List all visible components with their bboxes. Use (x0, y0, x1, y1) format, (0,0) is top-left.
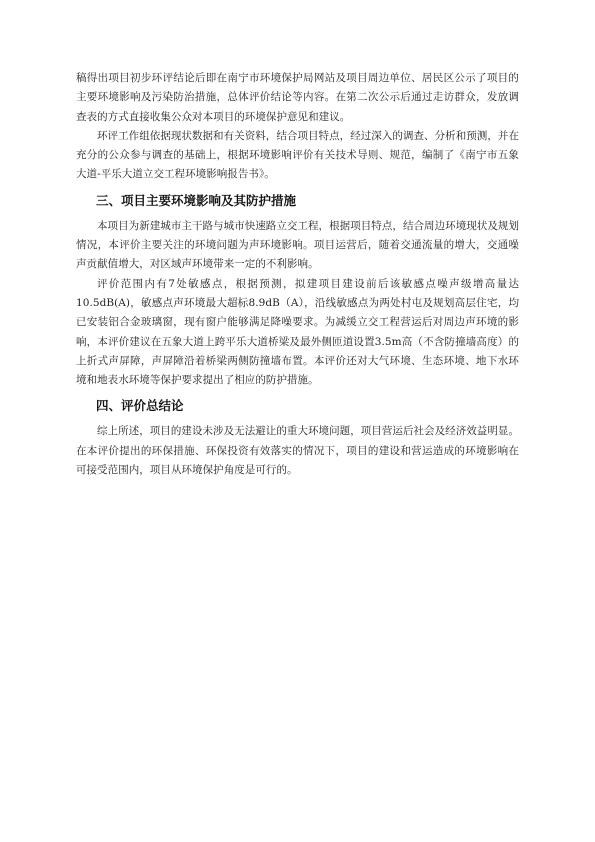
document-page (76, 69, 519, 480)
paragraph-report-preparation: 环评工作组依据现状数据和有关资料，结合项目特点，经过深入的调查、分析和预测，并在充分的公众参与调查的基础上，根据环境影响评价有关技术导则、规范，编制了《南宁市五象大道-平乐大道立交工程环境影响报告书》。 (76, 129, 519, 181)
section-heading-conclusion: 四、评价总结论 (96, 398, 184, 414)
paragraph-conclusion: 综上所述，项目的建设未涉及无法避让的重大环境问题，项目营运后社会及经济效益明显。在本评价提出的环保措施、环保投资有效落实的情况下，项目的建设和营运造成的环境影响在可接受范围内，项目从环境保护角度是可行的。 (76, 425, 519, 477)
section-heading-impacts: 三、项目主要环境影响及其防护措施 (96, 192, 297, 208)
paragraph-project-overview: 本项目为新建城市主干路与城市快速路立交工程，根据项目特点，结合周边环境现状及规划情况，本评价主要关注的环境问题为声环境影响。项目运营后，随着交通流量的增大，交通噪声贡献值增大，对区域声环境带来一定的不利影响。 (76, 219, 519, 271)
paragraph-public-notice: 稿得出项目初步环评结论后即在南宁市环境保护局网站及项目周边单位、居民区公示了项目的主要环境影响及污染防治措施，总体评价结论等内容。在第二次公示后通过走访群众，发放调查表的方式直接收集公众对本项目的环境保护意见和建议。 (76, 72, 519, 123)
paragraph-noise-measures: 评价范围内有7处敏感点，根据预测，拟建项目建设前后该敏感点噪声级增高量达10.5dB(A)，敏感点声环境最大超标8.9dB（A），沿线敏感点为两处村屯及规划高层住宅，均已安装铝合金玻璃窗，现有窗户能够满足降噪要求。为减缓立交工程营运后对周边声环境的影响，本评价建议在五象大道上跨平乐大道桥梁及最外侧匝道设置3.5m高（不含防撞墙高度）的上折式声屏障，声屏障沿着桥梁两侧防撞墙布置。本评价还对大气环境、生态环境、地下水环境和地表水环境等保护要求提出了相应的防护措施。 (76, 277, 519, 387)
